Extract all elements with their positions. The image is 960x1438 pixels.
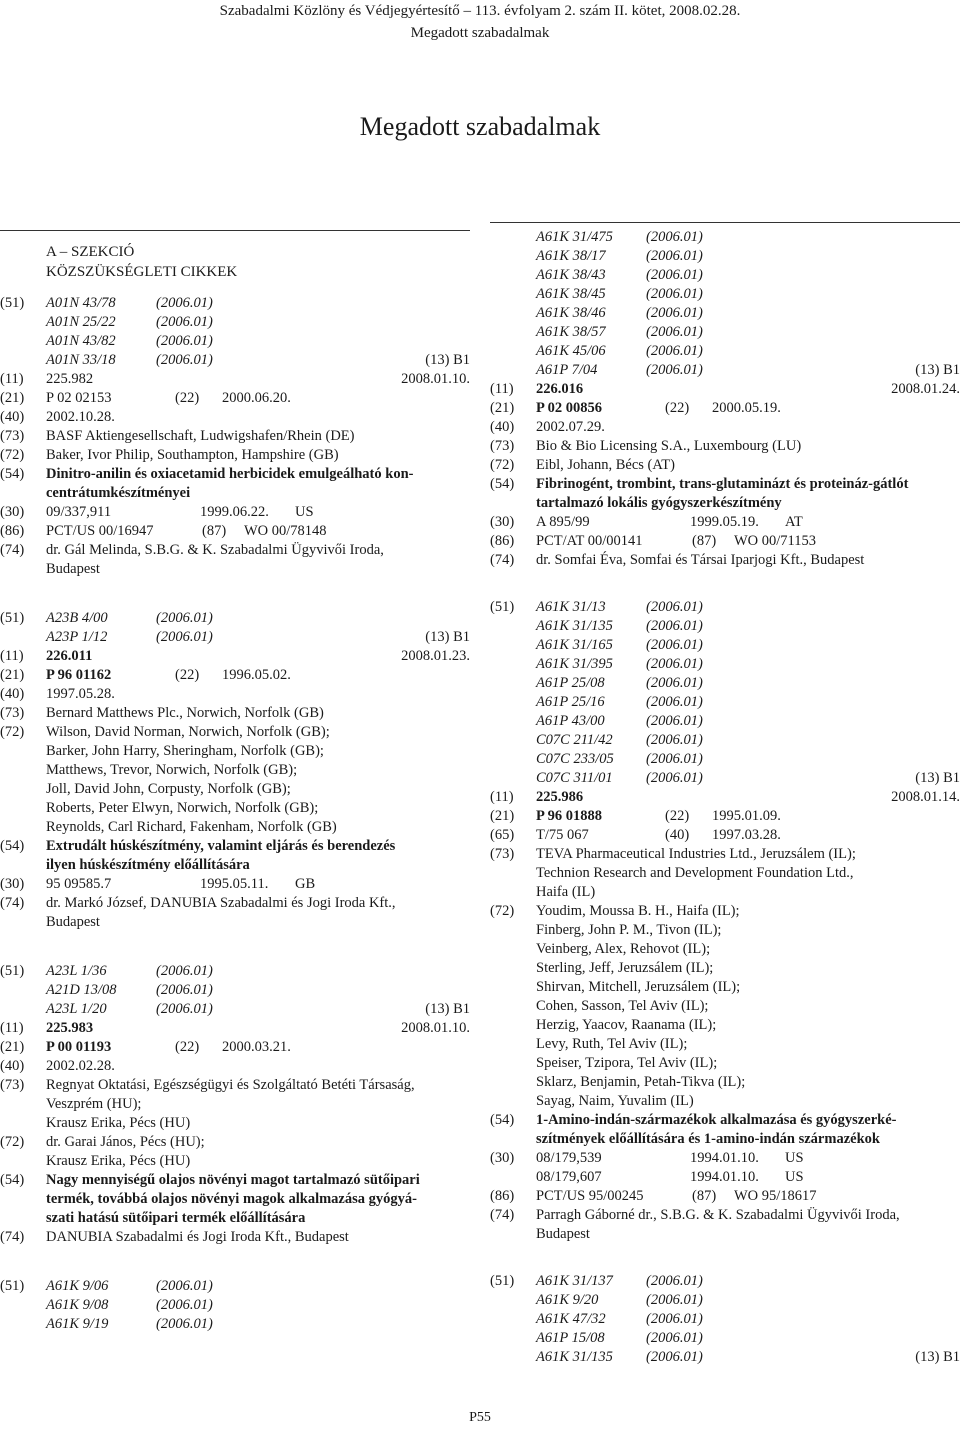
ipc-version: (2006.01) <box>646 305 703 321</box>
section-letter: A – SZEKCIÓ <box>46 244 135 260</box>
patent-title: Nagy mennyiségű olajos növényi magot tartalmazó sütőipari <box>46 1172 420 1188</box>
wo-number: WO 00/78148 <box>244 523 327 539</box>
grant-date: 2008.01.10. <box>401 1020 470 1036</box>
ipc-version: (2006.01) <box>156 982 213 998</box>
inid-30: (30) <box>0 504 25 520</box>
pct-number: PCT/AT 00/00141 <box>536 533 643 549</box>
patent-title-cont: szítmények előállítására és 1-amino-indán származékok <box>536 1131 880 1147</box>
owner: Regnyat Oktatási, Egészségügyi és Szolgáltató Betéti Társaság, <box>46 1077 415 1093</box>
inid-22: (22) <box>175 390 200 406</box>
ipc-version: (2006.01) <box>646 675 703 691</box>
inid-30: (30) <box>490 514 515 530</box>
inid-22: (22) <box>175 667 200 683</box>
ipc-code: A01N 25/22 <box>46 314 116 330</box>
publication-date: 2002.10.28. <box>46 409 115 425</box>
publication-date: 1997.03.28. <box>712 827 781 843</box>
ipc-code: C07C 311/01 <box>536 770 613 786</box>
inid-87: (87) <box>202 523 227 539</box>
ipc-code: A61K 31/395 <box>536 656 613 672</box>
inid-40: (40) <box>490 419 515 435</box>
filing-date: 2000.05.19. <box>712 400 781 416</box>
filing-date: 2000.03.21. <box>222 1039 291 1055</box>
ipc-code: A01N 43/78 <box>46 295 116 311</box>
agent: DANUBIA Szabadalmi és Jogi Iroda Kft., Budapest <box>46 1229 349 1245</box>
inid-72: (72) <box>0 447 25 463</box>
filing-date: 2000.06.20. <box>222 390 291 406</box>
patent-title: 1-Amino-indán-származékok alkalmazása és gyógyszerké- <box>536 1112 897 1128</box>
application-number: P 96 01162 <box>46 667 112 683</box>
inid-54: (54) <box>490 476 515 492</box>
inid-74: (74) <box>490 552 515 568</box>
ipc-version: (2006.01) <box>646 267 703 283</box>
inid-51: (51) <box>0 1278 25 1294</box>
kind-code: (13) B1 <box>915 770 960 786</box>
ipc-version: (2006.01) <box>156 352 213 368</box>
owner: TEVA Pharmaceutical Industries Ltd., Jeruzsálem (IL); <box>536 846 856 862</box>
publication-date: 1997.05.28. <box>46 686 115 702</box>
patent-title-cont: termék, továbbá olajos növényi magok alkalmazása gyógyá- <box>46 1191 417 1207</box>
pct-number: PCT/US 00/16947 <box>46 523 154 539</box>
patent-entry <box>490 598 960 1244</box>
inid-87: (87) <box>692 1188 717 1204</box>
inventor: Barker, John Harry, Sheringham, Norfolk (GB); <box>46 743 324 759</box>
wo-number: WO 95/18617 <box>734 1188 817 1204</box>
ipc-code: A61K 47/32 <box>536 1311 606 1327</box>
kind-code: (13) B1 <box>915 1349 960 1365</box>
inid-73: (73) <box>0 1077 25 1093</box>
agent-cont: Budapest <box>46 561 100 577</box>
agent: dr. Markó József, DANUBIA Szabadalmi és Jogi Iroda Kft., <box>46 895 396 911</box>
ipc-version: (2006.01) <box>646 286 703 302</box>
grant-date: 2008.01.23. <box>401 648 470 664</box>
page-number: P55 <box>469 1410 491 1425</box>
inid-22: (22) <box>175 1039 200 1055</box>
ipc-code: A61K 45/06 <box>536 343 606 359</box>
priority-country: US <box>785 1169 804 1185</box>
priority-number: A 895/99 <box>536 514 590 530</box>
ipc-version: (2006.01) <box>646 713 703 729</box>
patent-title: Dinitro-anilin és oxiacetamid herbicidek emulgeálható kon- <box>46 466 414 482</box>
ipc-code: A61P 25/08 <box>536 675 605 691</box>
grant-date: 2008.01.24. <box>891 381 960 397</box>
patent-entry <box>490 228 960 570</box>
inventor: Levy, Ruth, Tel Aviv (IL); <box>536 1036 688 1052</box>
ipc-version: (2006.01) <box>646 1349 703 1365</box>
inid-51: (51) <box>0 610 25 626</box>
ipc-version: (2006.01) <box>156 1001 213 1017</box>
ipc-version: (2006.01) <box>646 751 703 767</box>
inid-21: (21) <box>0 1039 25 1055</box>
agent: Parragh Gáborné dr., S.B.G. & K. Szabadalmi Ügyvivői Iroda, <box>536 1207 900 1223</box>
priority-number: 09/337,911 <box>46 504 112 520</box>
inid-86: (86) <box>490 533 515 549</box>
priority-country: US <box>295 504 314 520</box>
application-number: P 96 01888 <box>536 808 603 824</box>
priority-country: GB <box>295 876 316 892</box>
ipc-code: A61K 38/45 <box>536 286 606 302</box>
kind-code: (13) B1 <box>425 1001 470 1017</box>
inid-40: (40) <box>0 1058 25 1074</box>
inid-73: (73) <box>490 846 515 862</box>
inventor: Joll, David John, Corpusty, Norfolk (GB); <box>46 781 291 797</box>
ipc-code: A01N 43/82 <box>46 333 116 349</box>
inid-86: (86) <box>0 523 25 539</box>
inventor: Youdim, Moussa B. H., Haifa (IL); <box>536 903 740 919</box>
ipc-code: A61P 15/08 <box>536 1330 605 1346</box>
inid-65: (65) <box>490 827 515 843</box>
section-name: KÖZSZÜKSÉGLETI CIKKEK <box>46 264 238 280</box>
inid-54: (54) <box>0 466 25 482</box>
ipc-version: (2006.01) <box>156 333 213 349</box>
ipc-code: C07C 233/05 <box>536 751 614 767</box>
ipc-version: (2006.01) <box>156 295 213 311</box>
ipc-version: (2006.01) <box>646 599 703 615</box>
inid-21: (21) <box>490 400 515 416</box>
priority-number: 08/179,607 <box>536 1169 602 1185</box>
ipc-version: (2006.01) <box>646 694 703 710</box>
publication-date: 2002.07.29. <box>536 419 605 435</box>
patent-entry <box>0 294 470 579</box>
ipc-version: (2006.01) <box>646 1311 703 1327</box>
inventor: Sklarz, Benjamin, Petah-Tikva (IL); <box>536 1074 746 1090</box>
inid-22: (22) <box>665 808 690 824</box>
page-title: Megadott szabadalmak <box>359 112 601 141</box>
inid-86: (86) <box>490 1188 515 1204</box>
ipc-version: (2006.01) <box>646 1292 703 1308</box>
owner: Bio & Bio Licensing S.A., Luxembourg (LU) <box>536 438 802 454</box>
patent-title-cont: centrátumkészítményei <box>46 485 191 501</box>
patent-number: 226.011 <box>46 648 93 664</box>
inid-40: (40) <box>665 827 690 843</box>
priority-country: AT <box>785 514 803 530</box>
journal-header: Szabadalmi Közlöny és Védjegyértesítő – 113. évfolyam 2. szám II. kötet, 2008.02.28. <box>219 3 741 19</box>
ipc-code: A61P 43/00 <box>536 713 605 729</box>
inventor: dr. Garai János, Pécs (HU); <box>46 1134 205 1150</box>
agent-cont: Budapest <box>46 914 100 930</box>
ipc-code: A61K 9/06 <box>46 1278 109 1294</box>
inid-87: (87) <box>692 533 717 549</box>
ipc-code: A01N 33/18 <box>46 352 116 368</box>
priority-date: 1994.01.10. <box>690 1150 759 1166</box>
owner: Bernard Matthews Plc., Norwich, Norfolk (GB) <box>46 705 324 721</box>
inventor: Wilson, David Norman, Norwich, Norfolk (GB); <box>46 724 330 740</box>
inventor: Krausz Erika, Pécs (HU) <box>46 1153 191 1169</box>
inid-51: (51) <box>490 599 515 615</box>
ipc-code: A23L 1/20 <box>46 1001 107 1017</box>
inid-40: (40) <box>0 409 25 425</box>
owner-cont: Veszprém (HU); <box>46 1096 142 1112</box>
inid-73: (73) <box>0 705 25 721</box>
inventor: Finberg, John P. M., Tivon (IL); <box>536 922 722 938</box>
agent: dr. Gál Melinda, S.B.G. & K. Szabadalmi Ügyvivői Iroda, <box>46 542 384 558</box>
inid-11: (11) <box>490 381 514 397</box>
application-number: P 02 02153 <box>46 390 112 406</box>
ipc-code: A61K 9/19 <box>46 1316 109 1332</box>
inid-54: (54) <box>0 1172 25 1188</box>
inid-74: (74) <box>0 542 25 558</box>
filing-date: 1996.05.02. <box>222 667 291 683</box>
inid-21: (21) <box>0 667 25 683</box>
inid-51: (51) <box>490 1273 515 1289</box>
ipc-code: A61K 31/475 <box>536 229 613 245</box>
patent-entry <box>0 1277 470 1334</box>
inid-11: (11) <box>490 789 514 805</box>
ipc-version: (2006.01) <box>646 732 703 748</box>
ipc-version: (2006.01) <box>646 324 703 340</box>
priority-country: US <box>785 1150 804 1166</box>
ipc-version: (2006.01) <box>646 637 703 653</box>
ipc-version: (2006.01) <box>156 629 213 645</box>
inventor: Matthews, Trevor, Norwich, Norfolk (GB); <box>46 762 298 778</box>
ipc-code: A61K 31/135 <box>536 618 613 634</box>
patent-entry <box>490 1272 960 1367</box>
inid-72: (72) <box>0 1134 25 1150</box>
priority-date: 1999.06.22. <box>200 504 269 520</box>
ipc-version: (2006.01) <box>646 229 703 245</box>
inventor: Baker, Ivor Philip, Southampton, Hampshire (GB) <box>46 447 339 463</box>
ipc-version: (2006.01) <box>156 610 213 626</box>
prior-publication: T/75 067 <box>536 827 589 843</box>
inid-30: (30) <box>0 876 25 892</box>
ipc-code: A61K 38/17 <box>536 248 606 264</box>
inid-11: (11) <box>0 1020 24 1036</box>
inventor: Cohen, Sasson, Tel Aviv (IL); <box>536 998 709 1014</box>
inid-30: (30) <box>490 1150 515 1166</box>
ipc-version: (2006.01) <box>156 963 213 979</box>
publication-date: 2002.02.28. <box>46 1058 115 1074</box>
ipc-code: C07C 211/42 <box>536 732 613 748</box>
left-column-rule <box>0 230 470 231</box>
inventor: Roberts, Peter Elwyn, Norwich, Norfolk (GB); <box>46 800 319 816</box>
inid-73: (73) <box>490 438 515 454</box>
patent-title-cont: ilyen húskészítmény előállítására <box>46 857 250 873</box>
owner: Technion Research and Development Foundation Ltd., <box>536 865 854 881</box>
ipc-version: (2006.01) <box>156 1297 213 1313</box>
left-column <box>0 242 470 1334</box>
ipc-version: (2006.01) <box>156 314 213 330</box>
section-heading <box>0 242 470 282</box>
priority-number: 08/179,539 <box>536 1150 602 1166</box>
inid-40: (40) <box>0 686 25 702</box>
ipc-version: (2006.01) <box>646 343 703 359</box>
patent-number: 226.016 <box>536 381 584 397</box>
inid-74: (74) <box>490 1207 515 1223</box>
kind-code: (13) B1 <box>915 362 960 378</box>
inid-54: (54) <box>490 1112 515 1128</box>
ipc-code: A61K 31/137 <box>536 1273 613 1289</box>
application-number: P 00 01193 <box>46 1039 112 1055</box>
ipc-version: (2006.01) <box>156 1278 213 1294</box>
pct-number: PCT/US 95/00245 <box>536 1188 644 1204</box>
ipc-code: A61K 31/135 <box>536 1349 613 1365</box>
agent-cont: Budapest <box>536 1226 590 1242</box>
ipc-code: A61K 31/13 <box>536 599 606 615</box>
patent-number: 225.983 <box>46 1020 94 1036</box>
inventor: Eibl, Johann, Bécs (AT) <box>536 457 675 473</box>
ipc-version: (2006.01) <box>646 1330 703 1346</box>
inventor: Veinberg, Alex, Rehovot (IL); <box>536 941 711 957</box>
patent-number: 225.986 <box>536 789 584 805</box>
inid-21: (21) <box>490 808 515 824</box>
wo-number: WO 00/71153 <box>734 533 817 549</box>
inid-54: (54) <box>0 838 25 854</box>
ipc-code: A61K 38/46 <box>536 305 606 321</box>
patent-entry <box>0 962 470 1247</box>
owner: Krausz Erika, Pécs (HU) <box>46 1115 191 1131</box>
owner-cont: Haifa (IL) <box>536 884 596 900</box>
right-column-rule <box>490 222 960 223</box>
inid-11: (11) <box>0 371 24 387</box>
application-number: P 02 00856 <box>536 400 603 416</box>
ipc-code: A23P 1/12 <box>46 629 108 645</box>
ipc-version: (2006.01) <box>646 770 703 786</box>
ipc-version: (2006.01) <box>646 248 703 264</box>
inventor: Sterling, Jeff, Jeruzsálem (IL); <box>536 960 714 976</box>
patent-title-cont: tartalmazó lokális gyógyszerkészítmény <box>536 495 782 511</box>
inid-51: (51) <box>0 963 25 979</box>
ipc-code: A21D 13/08 <box>46 982 117 998</box>
inid-72: (72) <box>490 903 515 919</box>
inid-72: (72) <box>490 457 515 473</box>
ipc-version: (2006.01) <box>646 656 703 672</box>
section-header: Megadott szabadalmak <box>410 25 550 41</box>
inid-73: (73) <box>0 428 25 444</box>
inid-22: (22) <box>665 400 690 416</box>
inid-21: (21) <box>0 390 25 406</box>
priority-number: 95 09585.7 <box>46 876 112 892</box>
ipc-version: (2006.01) <box>646 1273 703 1289</box>
ipc-code: A61K 31/165 <box>536 637 613 653</box>
kind-code: (13) B1 <box>425 352 470 368</box>
ipc-code: A61K 9/08 <box>46 1297 109 1313</box>
agent: dr. Somfai Éva, Somfai és Társai Iparjogi Kft., Budapest <box>536 552 865 568</box>
priority-date: 1994.01.10. <box>690 1169 759 1185</box>
inventor: Speiser, Tzipora, Tel Aviv (IL); <box>536 1055 718 1071</box>
inid-74: (74) <box>0 1229 25 1245</box>
inid-72: (72) <box>0 724 25 740</box>
ipc-code: A61P 25/16 <box>536 694 605 710</box>
inid-74: (74) <box>0 895 25 911</box>
ipc-code: A61K 38/57 <box>536 324 606 340</box>
ipc-code: A23B 4/00 <box>46 610 108 626</box>
inventor: Herzig, Yaacov, Raanama (IL); <box>536 1017 717 1033</box>
ipc-version: (2006.01) <box>156 1316 213 1332</box>
inid-51: (51) <box>0 295 25 311</box>
patent-title: Fibrinogént, trombint, trans-glutaminázt és proteináz-gátlót <box>536 476 909 492</box>
inid-11: (11) <box>0 648 24 664</box>
ipc-version: (2006.01) <box>646 362 703 378</box>
grant-date: 2008.01.10. <box>401 371 470 387</box>
ipc-code: A23L 1/36 <box>46 963 107 979</box>
priority-date: 1999.05.19. <box>690 514 759 530</box>
inventor: Shirvan, Mitchell, Jeruzsálem (IL); <box>536 979 741 995</box>
ipc-code: A61K 38/43 <box>536 267 606 283</box>
ipc-version: (2006.01) <box>646 618 703 634</box>
inventor: Sayag, Naim, Yuvalim (IL) <box>536 1093 694 1109</box>
owner: BASF Aktiengesellschaft, Ludwigshafen/Rhein (DE) <box>46 428 355 444</box>
patent-entry <box>0 609 470 932</box>
kind-code: (13) B1 <box>425 629 470 645</box>
inventor: Reynolds, Carl Richard, Fakenham, Norfolk (GB) <box>46 819 337 835</box>
grant-date: 2008.01.14. <box>891 789 960 805</box>
right-column <box>490 228 960 1367</box>
patent-title-cont: szati hatású sütőipari termék előállítására <box>46 1210 306 1226</box>
ipc-code: A61P 7/04 <box>536 362 598 378</box>
patent-number: 225.982 <box>46 371 94 387</box>
ipc-code: A61K 9/20 <box>536 1292 599 1308</box>
patent-title: Extrudált húskészítmény, valamint eljárás és berendezés <box>46 838 396 854</box>
filing-date: 1995.01.09. <box>712 808 781 824</box>
priority-date: 1995.05.11. <box>200 876 269 892</box>
